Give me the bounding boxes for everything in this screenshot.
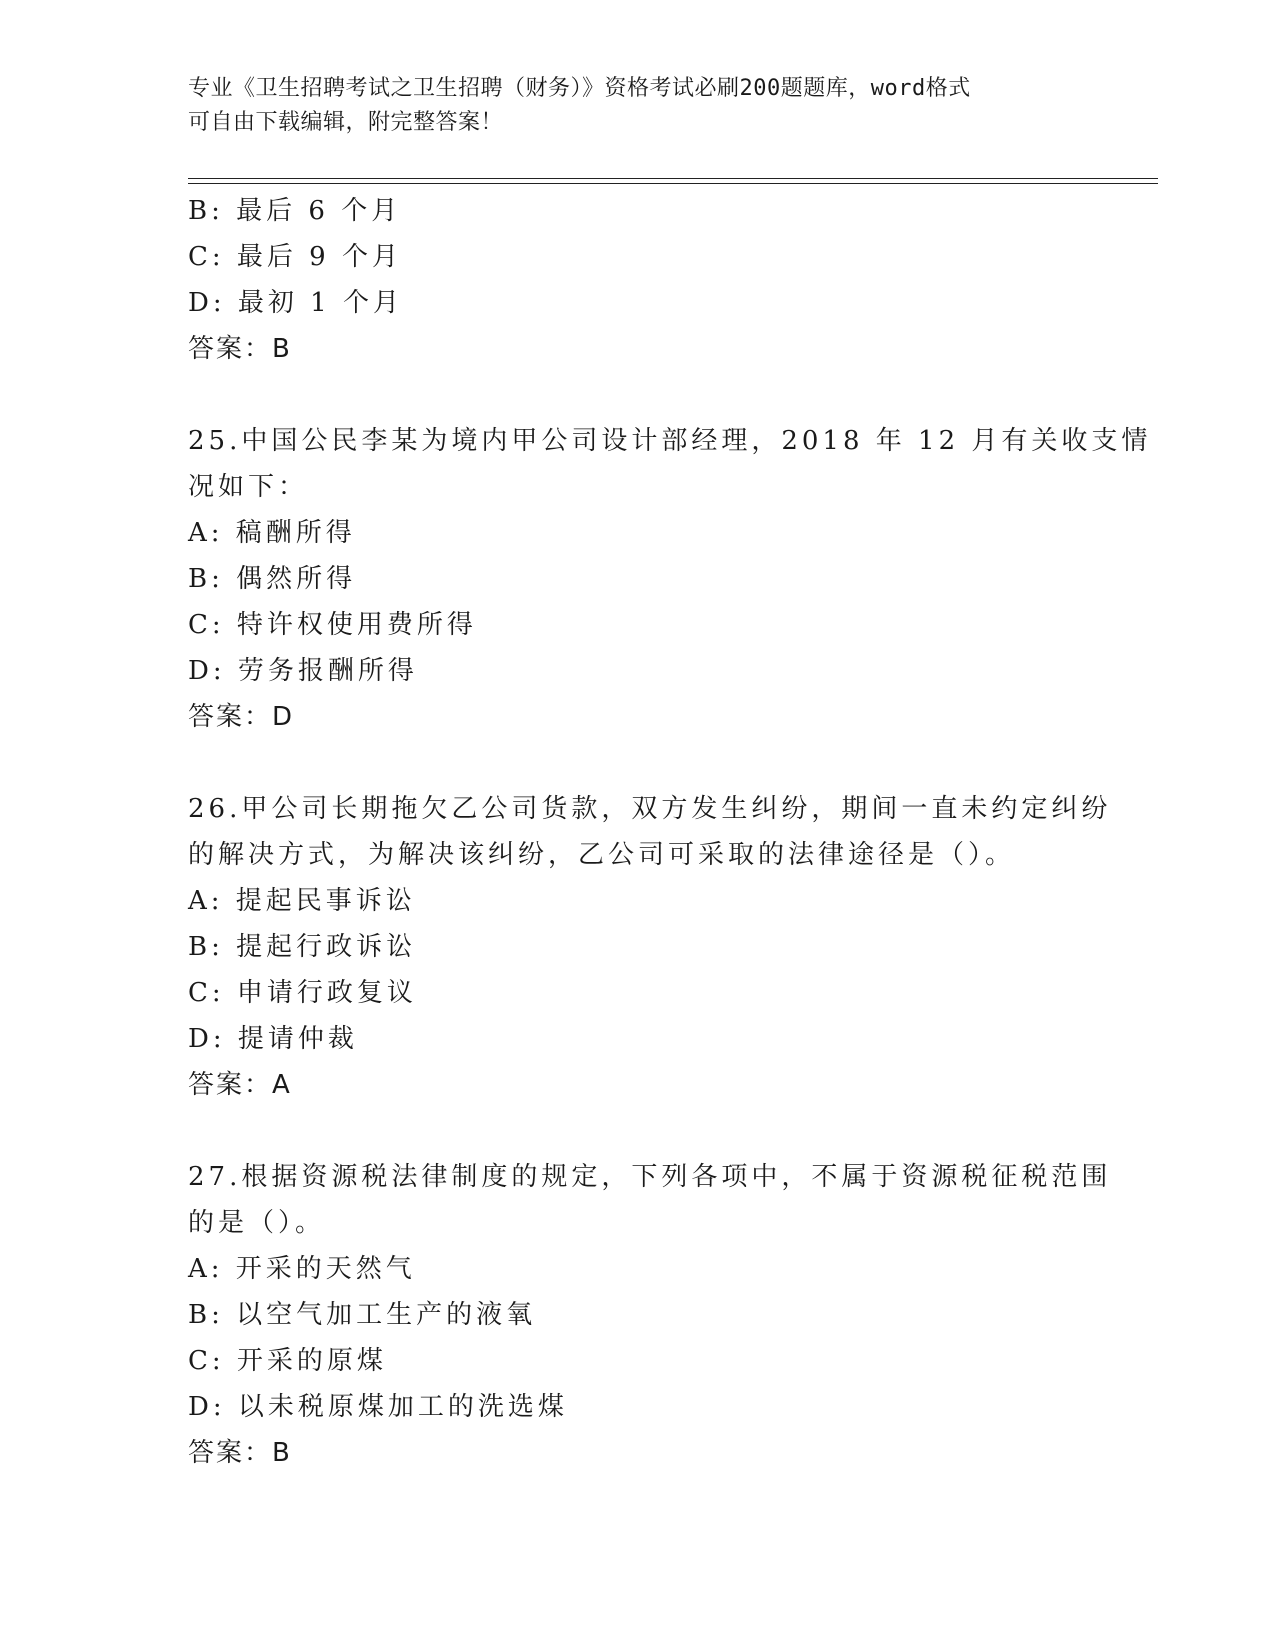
question-25	[188, 418, 1152, 740]
option-a: A: 提起民事诉讼	[188, 886, 416, 916]
question-text-line-2: 况如下：	[188, 472, 309, 502]
header-divider-bottom	[188, 183, 1158, 184]
option-d: D: 以未税原煤加工的洗选煤	[188, 1392, 568, 1422]
question-text-line-1: 27.根据资源税法律制度的规定，下列各项中，不属于资源税征税范围	[188, 1162, 1112, 1192]
option-c: C: 特许权使用费所得	[188, 610, 477, 640]
spacer	[188, 372, 1088, 418]
document-header	[188, 72, 1068, 140]
question-text-line-2: 的解决方式，为解决该纠纷，乙公司可采取的法律途径是（）。	[188, 840, 1016, 870]
header-divider-top	[188, 178, 1158, 179]
answer-line: 答案：B	[188, 334, 292, 364]
previous-question-tail	[188, 188, 1088, 372]
question-text-line-2: 的是（）。	[188, 1208, 326, 1238]
option-b: B: 最后 6 个月	[188, 196, 402, 226]
option-b: B: 偶然所得	[188, 564, 357, 594]
question-27	[188, 1154, 1112, 1476]
option-a: A: 开采的天然气	[188, 1254, 416, 1284]
question-text-line-1: 25.中国公民李某为境内甲公司设计部经理，2018 年 12 月有关收支情	[188, 426, 1152, 456]
option-d: D: 提请仲裁	[188, 1024, 358, 1054]
option-d: D: 最初 1 个月	[188, 288, 403, 318]
question-26	[188, 786, 1112, 1108]
option-c: C: 最后 9 个月	[188, 242, 402, 272]
question-text-line-1: 26.甲公司长期拖欠乙公司货款，双方发生纠纷，期间一直未约定纠纷	[188, 794, 1112, 824]
answer-line: 答案：A	[188, 1070, 292, 1100]
option-c: C: 开采的原煤	[188, 1346, 387, 1376]
option-d: D: 劳务报酬所得	[188, 656, 418, 686]
header-line-1: 专业《卫生招聘考试之卫生招聘（财务）》资格考试必刷200题题库，word格式	[188, 76, 971, 101]
option-b: B: 以空气加工生产的液氧	[188, 1300, 537, 1330]
header-line-2: 可自由下载编辑，附完整答案！	[188, 110, 504, 135]
spacer	[188, 740, 1088, 786]
option-c: C: 申请行政复议	[188, 978, 417, 1008]
option-b: B: 提起行政诉讼	[188, 932, 417, 962]
answer-line: 答案：D	[188, 702, 295, 732]
option-a: A: 稿酬所得	[188, 518, 356, 548]
spacer	[188, 1108, 1088, 1154]
question-list	[188, 188, 1152, 1476]
answer-line: 答案：B	[188, 1438, 292, 1468]
